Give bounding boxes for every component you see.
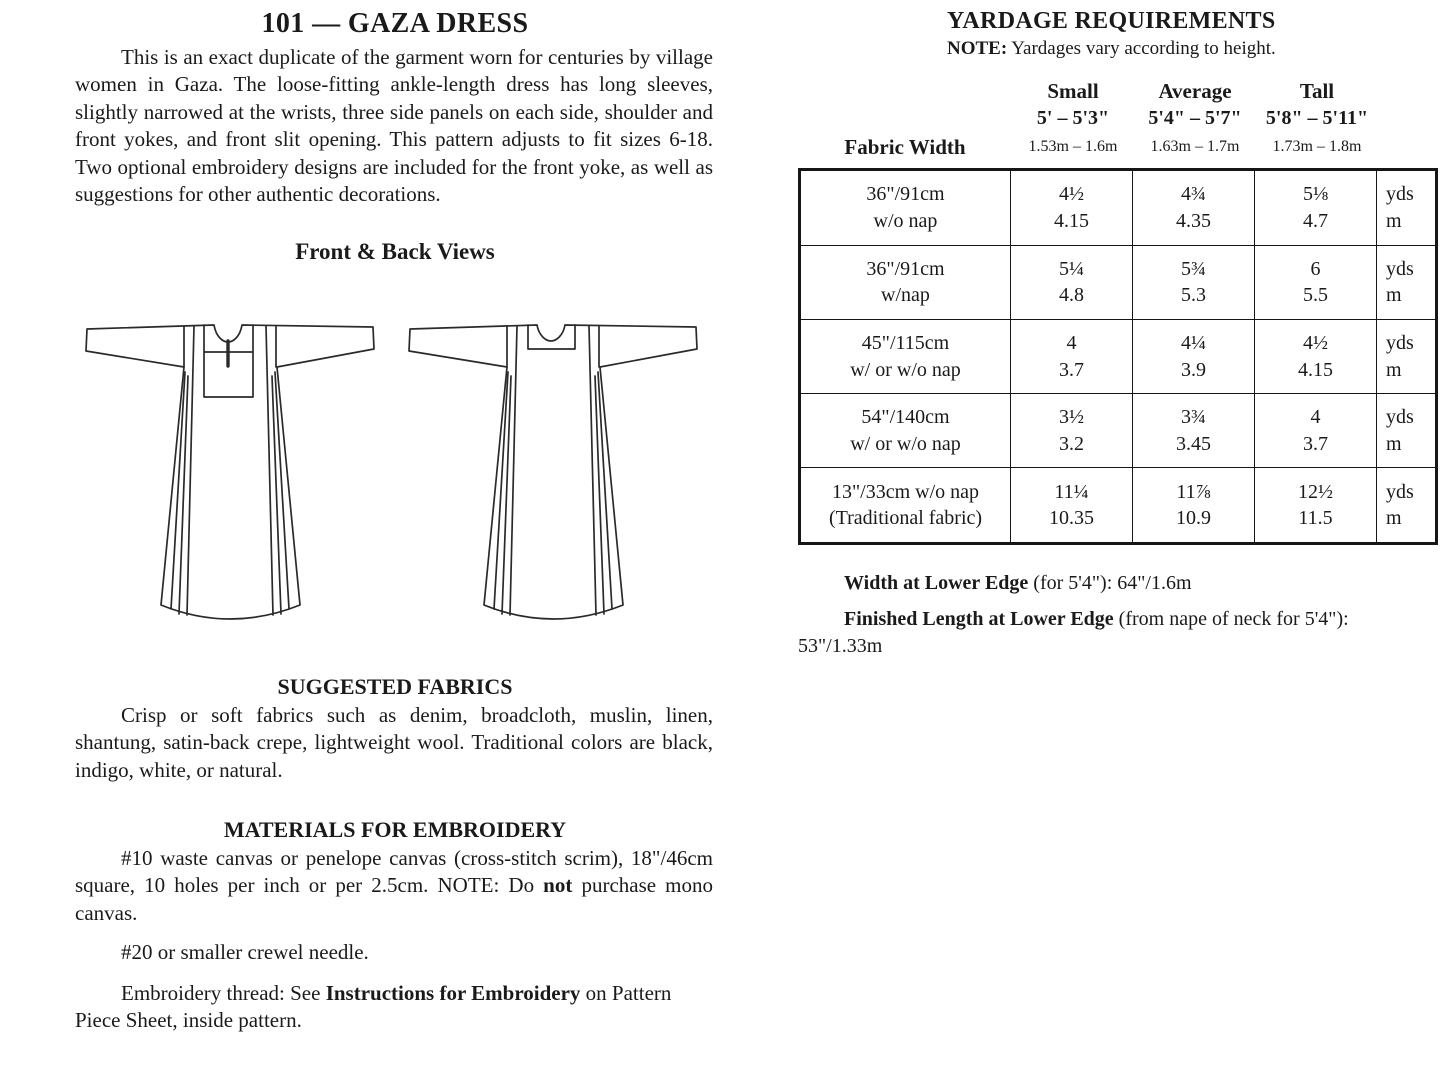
size-height-range: 5'8" – 5'11" — [1265, 107, 1369, 129]
units-cell: yds m — [1377, 319, 1437, 393]
size-name: Small — [1047, 79, 1099, 103]
average-cell: 4¾ 4.35 — [1133, 170, 1255, 246]
small-cell: 4½ 4.15 — [1011, 170, 1133, 246]
note-label: NOTE: — [947, 38, 1008, 59]
materials-p1-text-end: purchase mono canvas. — [75, 873, 713, 925]
tall-cell: 5⅛ 4.7 — [1255, 170, 1377, 246]
back-body-seams — [507, 326, 599, 615]
average-cell: 11⅞ 10.9 — [1133, 468, 1255, 544]
units-cell: yds m — [1377, 394, 1437, 468]
size-metric-range: 1.63m – 1.7m — [1150, 138, 1240, 155]
small-cell: 4 3.7 — [1011, 319, 1133, 393]
size-column-small — [1012, 78, 1134, 162]
materials-p3-text: Embroidery thread: See — [121, 981, 326, 1005]
length-note-value: 53"/1.33m — [798, 635, 883, 657]
size-column-tall — [1256, 78, 1378, 162]
table-row — [800, 468, 1437, 544]
average-cell: 5¾ 5.3 — [1133, 245, 1255, 319]
materials-heading: MATERIALS FOR EMBROIDERY — [223, 817, 567, 842]
small-cell: 11¼ 10.35 — [1011, 468, 1133, 544]
fabrics-heading: SUGGESTED FABRICS — [277, 674, 513, 699]
materials-p1-text: #10 waste canvas or penelope canvas (cross-stitch scrim), 18"/46cm square, 10 holes per inch or per 2.5cm. NOTE: Do — [75, 846, 713, 898]
table-row — [800, 394, 1437, 468]
note-text: Yardages vary according to height. — [1007, 38, 1276, 59]
materials-paragraph-thread — [75, 980, 713, 1035]
table-row — [800, 245, 1437, 319]
table-row — [800, 170, 1437, 246]
length-note — [798, 606, 1435, 660]
size-metric-range: 1.53m – 1.6m — [1028, 138, 1118, 155]
tall-cell: 4 3.7 — [1255, 394, 1377, 468]
front-view-drawing — [81, 318, 379, 640]
tall-cell: 4½ 4.15 — [1255, 319, 1377, 393]
materials-paragraph-needle: #20 or smaller crewel needle. — [121, 940, 369, 964]
materials-paragraph-canvas — [75, 845, 713, 927]
yardage-header — [947, 8, 1377, 60]
tall-cell: 6 5.5 — [1255, 245, 1377, 319]
back-outline — [409, 325, 697, 619]
units-cell: yds m — [1377, 245, 1437, 319]
width-note-label: Width at Lower Edge — [844, 572, 1029, 594]
size-height-range: 5' – 5'3" — [1036, 107, 1110, 129]
back-yoke — [528, 325, 575, 349]
fabric-width-label: Fabric Width — [844, 135, 966, 159]
materials-p1-bold: not — [543, 873, 573, 898]
fabric-width-cell: 54"/140cm w/ or w/o nap — [800, 394, 1011, 468]
size-metric-range: 1.73m – 1.8m — [1272, 138, 1362, 155]
page-title: 101 — GAZA DRESS — [261, 8, 529, 39]
length-note-paren: (from nape of neck for 5'4"): — [1113, 608, 1349, 630]
size-name: Average — [1158, 79, 1232, 103]
back-view-drawing — [404, 318, 702, 640]
intro-paragraph: This is an exact duplicate of the garment worn for centuries by village women in Gaza. The loose-fitting ankle-length dress has long sleeves, slightly narrowed at the wrists, three side panels on each side, shoulder and front yokes, and front slit opening. This pattern adjusts to fit sizes 6-18. Two optional embroidery designs are included for the front yoke, as well as suggestions for other authentic decorations. — [75, 45, 713, 207]
size-name: Tall — [1299, 79, 1335, 103]
units-cell: yds m — [1377, 170, 1437, 246]
average-cell: 4¼ 3.9 — [1133, 319, 1255, 393]
length-note-label: Finished Length at Lower Edge — [844, 608, 1114, 630]
front-body-seams — [184, 326, 276, 615]
yardage-table — [798, 168, 1438, 545]
fabric-width-cell: 45"/115cm w/ or w/o nap — [800, 319, 1011, 393]
views-heading: Front & Back Views — [295, 239, 495, 264]
width-note — [798, 572, 1435, 595]
materials-p3-bold: Instructions for Embroidery — [325, 981, 581, 1005]
fabric-width-cell: 36"/91cm w/o nap — [800, 170, 1011, 246]
table-row — [800, 319, 1437, 393]
front-outline — [86, 325, 374, 619]
yardage-heading: YARDAGE REQUIREMENTS — [947, 8, 1276, 34]
yardage-note — [947, 38, 1377, 60]
materials-p3-text-end: on Pattern Piece Sheet, inside pattern. — [75, 981, 672, 1033]
front-back-views — [75, 318, 715, 650]
small-cell: 3½ 3.2 — [1011, 394, 1133, 468]
size-column-average — [1134, 78, 1256, 162]
units-cell: yds m — [1377, 468, 1437, 544]
size-height-range: 5'4" – 5'7" — [1148, 107, 1242, 129]
fabrics-paragraph: Crisp or soft fabrics such as denim, broadcloth, muslin, linen, shantung, satin-back crepe, lightweight wool. Traditional colors are black, indigo, white, or natural. — [75, 703, 713, 782]
size-column-headers — [798, 78, 1434, 162]
fabric-width-cell: 36"/91cm w/nap — [800, 245, 1011, 319]
average-cell: 3¾ 3.45 — [1133, 394, 1255, 468]
small-cell: 5¼ 4.8 — [1011, 245, 1133, 319]
fabric-width-cell: 13"/33cm w/o nap (Traditional fabric) — [800, 468, 1011, 544]
tall-cell: 12½ 11.5 — [1255, 468, 1377, 544]
width-note-value: (for 5'4"): 64"/1.6m — [1028, 572, 1192, 594]
units-column-spacer — [1378, 78, 1434, 162]
